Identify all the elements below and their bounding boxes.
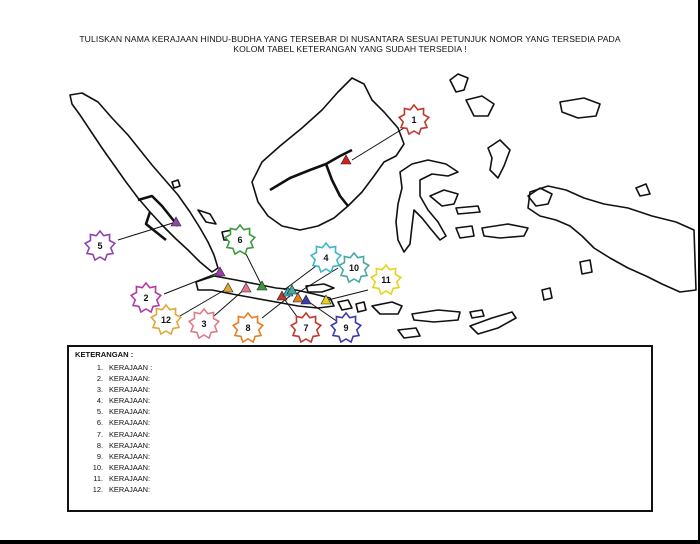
- badge-number: 2: [143, 293, 149, 303]
- tanimbar-outline: [542, 288, 552, 300]
- badge-11: [371, 265, 401, 294]
- east-java-marker-3-icon: [293, 293, 303, 302]
- badge-5: [85, 231, 115, 260]
- legend-item-5: [69, 406, 152, 417]
- riau-islands: [172, 180, 180, 188]
- badge-number: 10: [348, 263, 360, 273]
- alor-outline: [470, 310, 484, 318]
- line-6: [246, 254, 262, 286]
- legend-item-label[interactable]: KERAJAAN :: [109, 363, 153, 372]
- badge-9: [331, 313, 361, 342]
- badge-3: [189, 309, 219, 338]
- legend-item-number: 7.: [96, 429, 103, 439]
- halmahera-outline: [488, 140, 510, 178]
- legend-item-number: 8.: [96, 440, 103, 450]
- legend-item-number: 5.: [96, 407, 103, 417]
- legend-heading: KETERANGAN :: [75, 350, 134, 359]
- kalimantan-marker-icon: [341, 155, 351, 164]
- legend-item-label[interactable]: KERAJAAN:: [109, 407, 151, 417]
- kalimantan-border-2: [326, 164, 348, 206]
- badge-number: 7: [303, 323, 309, 333]
- legend-item-number: 2.: [96, 374, 103, 384]
- buru-outline: [456, 226, 474, 238]
- legend-box: [67, 345, 653, 512]
- bali-outline: [338, 300, 352, 310]
- badge-6: [225, 225, 255, 254]
- east-java-marker-4-icon: [301, 295, 311, 304]
- palau-outline: [636, 184, 650, 196]
- legend-item-number: 9.: [96, 451, 103, 461]
- legend-item-number: 3.: [96, 385, 103, 395]
- legend-item-number: 1.: [96, 363, 103, 372]
- timor-outline: [470, 312, 516, 334]
- number-badges: [85, 105, 429, 342]
- legend-item-label[interactable]: KERAJAAN:: [109, 396, 151, 406]
- badge-number: 3: [201, 319, 207, 329]
- legend-item-label[interactable]: KERAJAAN:: [109, 385, 151, 395]
- seram-outline: [482, 224, 528, 238]
- kalimantan-border: [270, 150, 352, 190]
- badge-number: 4: [323, 253, 329, 263]
- sulawesi-outline: [396, 160, 458, 252]
- bangka-outline: [198, 210, 216, 224]
- north-islands: [450, 74, 468, 92]
- legend-item-6: [69, 417, 152, 428]
- badge-12: [151, 305, 181, 334]
- sulawesi-southeast: [430, 190, 458, 206]
- legend-item-8: [69, 440, 152, 451]
- legend-item-3: [69, 384, 152, 395]
- badge-7: [291, 313, 321, 342]
- badge-number: 11: [381, 275, 391, 285]
- legend-item-7: [69, 429, 152, 440]
- sumba-outline: [398, 328, 420, 338]
- legend-item-number: 12.: [92, 485, 103, 495]
- legend-item-label[interactable]: KERAJAAN:: [109, 451, 151, 461]
- badge-number: 6: [237, 235, 243, 245]
- badge-number: 9: [343, 323, 349, 333]
- legend-item-11: [69, 473, 152, 484]
- line-11: [328, 290, 368, 300]
- legend-item-label[interactable]: KERAJAAN:: [109, 462, 151, 472]
- legend-item-number: 11.: [93, 473, 103, 483]
- legend-item-2: [69, 373, 152, 384]
- legend-item-label[interactable]: KERAJAAN:: [109, 429, 151, 439]
- legend-item-number: 4.: [96, 396, 103, 406]
- badge-4: [311, 243, 341, 272]
- kalimantan-outline: [252, 78, 404, 230]
- instruction-line-1: TULISKAN NAMA KERAJAAN HINDU-BUDHA YANG TERSEBAR DI NUSANTARA SESUAI PETUNJUK NOMOR YANG TERSEDIA PADA: [79, 34, 621, 44]
- island-outlines: [70, 74, 696, 338]
- legend-list: [69, 362, 152, 495]
- mindanao-outline: [466, 96, 494, 116]
- legend-item-number: 10.: [92, 462, 103, 472]
- badge-number: 1: [411, 115, 417, 125]
- legend-item-label[interactable]: KERAJAAN:: [109, 440, 151, 450]
- badge-number: 8: [245, 323, 251, 333]
- line-4: [284, 266, 316, 290]
- central-java-marker-1-icon: [241, 283, 251, 292]
- legend-item-label[interactable]: KERAJAAN:: [109, 473, 151, 483]
- legend-item-number: 6.: [96, 418, 103, 428]
- legend-item-label[interactable]: KERAJAAN:: [109, 374, 151, 384]
- badge-1: [399, 105, 429, 134]
- pointer-lines: [118, 128, 404, 322]
- legend-item-10: [69, 462, 152, 473]
- sula-outline: [456, 206, 480, 214]
- lombok-outline: [356, 302, 366, 312]
- badge-8: [233, 313, 263, 342]
- flores-outline: [412, 310, 460, 322]
- sumbawa-outline: [372, 302, 402, 314]
- legend-item-label[interactable]: KERAJAAN:: [109, 418, 151, 428]
- badge-10: [339, 253, 369, 282]
- legend-item-12: [69, 484, 152, 495]
- instruction-line-2: KOLOM TABEL KETERANGAN YANG SUDAH TERSEDIA !: [233, 44, 467, 54]
- aru-outline: [580, 260, 592, 274]
- badge-number: 12: [160, 315, 172, 325]
- legend-item-9: [69, 451, 152, 462]
- papua-outline: [528, 186, 696, 292]
- legend-item-4: [69, 395, 152, 406]
- east-islands: [560, 98, 600, 118]
- west-java-marker-2-icon: [223, 283, 233, 292]
- legend-item-label[interactable]: KERAJAAN:: [109, 485, 151, 495]
- badge-number: 5: [97, 241, 103, 251]
- legend-item-1: [69, 362, 152, 373]
